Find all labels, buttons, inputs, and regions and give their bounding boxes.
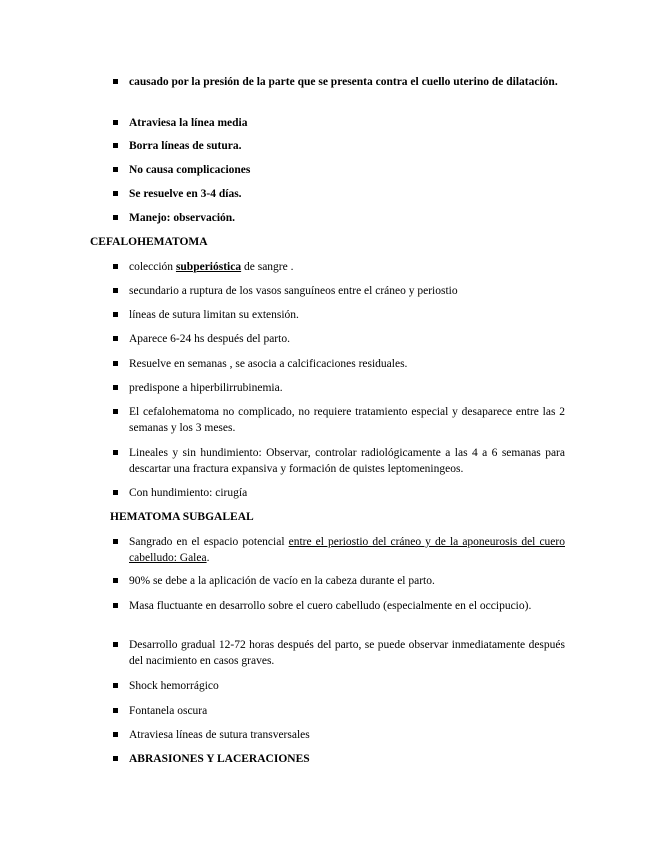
list-item bbox=[129, 210, 565, 226]
list-item bbox=[129, 283, 565, 299]
bullet-icon bbox=[113, 732, 118, 737]
list-item-text: Resuelve en semanas , se asocia a calcificaciones residuales. bbox=[129, 358, 408, 370]
bullet-icon bbox=[113, 215, 118, 220]
list-item bbox=[129, 186, 565, 202]
bullet-icon bbox=[113, 708, 118, 713]
bullet-icon bbox=[113, 450, 118, 455]
list-item bbox=[129, 678, 565, 694]
bullet-icon bbox=[113, 336, 118, 341]
list-item bbox=[129, 534, 565, 566]
list-item-text: Aparece 6-24 hs después del parto. bbox=[129, 333, 290, 345]
bullet-icon bbox=[113, 490, 118, 495]
list-item-text-after: de sangre . bbox=[241, 261, 294, 273]
bullet-icon bbox=[113, 264, 118, 269]
bullet-icon bbox=[113, 578, 118, 583]
list-item-text: líneas de sutura limitan su extensión. bbox=[129, 309, 299, 321]
list-item-text: Lineales y sin hundimiento: Observar, controlar radiológicamente a las 4 a 6 semanas para descartar una fractura expansiva y formación de quistes leptomeningeos. bbox=[129, 447, 565, 475]
section-heading-cefalohematoma: CEFALOHEMATOMA bbox=[90, 236, 208, 248]
list-item-text: Atraviesa líneas de sutura transversales bbox=[129, 729, 310, 741]
list-item bbox=[129, 573, 565, 589]
list-item-text: 90% se debe a la aplicación de vacío en la cabeza durante el parto. bbox=[129, 575, 435, 587]
list-item bbox=[129, 331, 565, 347]
list-item bbox=[129, 445, 565, 477]
list-item-text: Fontanela oscura bbox=[129, 705, 208, 717]
bullet-icon bbox=[113, 143, 118, 148]
list-item bbox=[129, 115, 565, 131]
bullet-icon bbox=[113, 756, 118, 761]
list-item bbox=[129, 356, 565, 372]
bullet-icon bbox=[113, 167, 118, 172]
list-item bbox=[129, 162, 565, 178]
list-item-text: Borra líneas de sutura. bbox=[129, 140, 242, 152]
list-item bbox=[129, 727, 565, 743]
list-item-text-after: . bbox=[206, 552, 210, 564]
bullet-icon bbox=[113, 312, 118, 317]
list-item bbox=[129, 138, 565, 154]
list-item-text: El cefalohematoma no complicado, no requiere tratamiento especial y desaparece entre las 2 semanas y los 3 meses. bbox=[129, 406, 565, 434]
list-item-text: Shock hemorrágico bbox=[129, 680, 219, 692]
bullet-icon bbox=[113, 361, 118, 366]
list-item-text-before: Sangrado en el espacio potencial bbox=[129, 536, 289, 548]
list-item-text: secundario a ruptura de los vasos sanguíneos entre el cráneo y periostio bbox=[129, 285, 458, 297]
bullet-icon bbox=[113, 539, 118, 544]
list-item-text: Manejo: observación. bbox=[129, 212, 236, 224]
list-item-text: causado por la presión de la parte que se presenta contra el cuello uterino de dilatación. bbox=[129, 76, 558, 88]
emphasized-term: subperióstica bbox=[175, 261, 242, 273]
list-item bbox=[129, 404, 565, 436]
bullet-icon bbox=[113, 603, 118, 608]
list-item bbox=[129, 259, 565, 275]
list-item bbox=[129, 598, 565, 614]
list-item-text: ABRASIONES Y LACERACIONES bbox=[129, 753, 310, 765]
bullet-icon bbox=[113, 642, 118, 647]
bullet-icon bbox=[113, 385, 118, 390]
list-item bbox=[129, 307, 565, 323]
bullet-icon bbox=[113, 191, 118, 196]
list-item bbox=[129, 485, 565, 501]
bullet-icon bbox=[113, 120, 118, 125]
bullet-icon bbox=[113, 683, 118, 688]
list-item-text: No causa complicaciones bbox=[129, 164, 251, 176]
underlined-text: entre el periostio del cráneo y de la aponeurosis del cuero cabelludo: Galea bbox=[129, 536, 565, 564]
list-item bbox=[129, 751, 565, 767]
list-item-text: predispone a hiperbilirrubinemia. bbox=[129, 382, 283, 394]
section-heading-subgaleal: HEMATOMA SUBGALEAL bbox=[110, 511, 254, 523]
list-item bbox=[129, 74, 565, 90]
list-item-text: Atraviesa la línea media bbox=[129, 117, 248, 129]
list-item bbox=[129, 703, 565, 719]
list-item-text-before: colección bbox=[129, 261, 176, 273]
bullet-icon bbox=[113, 79, 118, 84]
bullet-icon bbox=[113, 409, 118, 414]
list-item bbox=[129, 637, 565, 669]
bullet-icon bbox=[113, 288, 118, 293]
list-item bbox=[129, 380, 565, 396]
list-item-text: Desarrollo gradual 12-72 horas después del parto, se puede observar inmediatamente después del nacimiento en casos graves. bbox=[129, 639, 565, 667]
list-item-text: Masa fluctuante en desarrollo sobre el cuero cabelludo (especialmente en el occipucio). bbox=[129, 600, 532, 612]
list-item-text: Con hundimiento: cirugía bbox=[129, 487, 248, 499]
list-item-text: Se resuelve en 3-4 días. bbox=[129, 188, 242, 200]
